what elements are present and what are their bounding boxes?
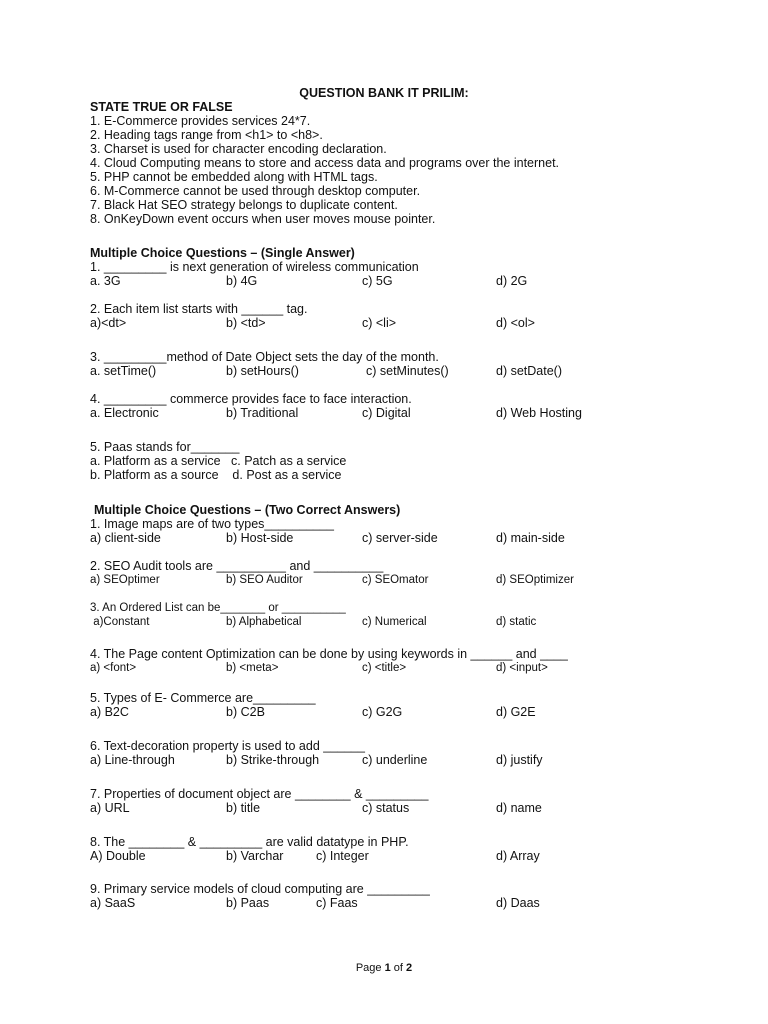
option-row [90, 615, 690, 629]
option-line: a. Platform as a service c. Patch as a service [90, 454, 347, 468]
option: d) Daas [496, 896, 540, 910]
option-row [90, 896, 690, 910]
question [90, 601, 690, 629]
option: A) Double [90, 849, 146, 863]
question-text: 3. _________method of Date Object sets the day of the month. [90, 350, 439, 364]
option: d) 2G [496, 274, 528, 288]
question-text: 5. Types of E- Commerce are_________ [90, 691, 316, 705]
option-row [90, 705, 690, 719]
question-text: 3. An Ordered List can be_______ or __________ [90, 602, 346, 614]
question-text: 1. Image maps are of two types__________ [90, 517, 334, 531]
question [90, 440, 690, 482]
option: c) 5G [362, 274, 393, 288]
option-row [90, 573, 690, 587]
question [90, 392, 690, 420]
option: b) Varchar [226, 849, 284, 863]
tf-item: 5. PHP cannot be embedded along with HTML tags. [90, 170, 378, 184]
section-heading: Multiple Choice Questions – (Single Answer) [90, 246, 355, 260]
question [90, 882, 690, 910]
option: a)Constant [90, 616, 150, 628]
option: d) G2E [496, 705, 536, 719]
question-text: 2. Each item list starts with ______ tag. [90, 302, 308, 316]
option: c) Digital [362, 406, 411, 420]
question [90, 559, 690, 587]
option: d) Array [496, 849, 540, 863]
option: d) Web Hosting [496, 406, 582, 420]
question [90, 739, 690, 767]
option: c) Integer [316, 849, 369, 863]
question [90, 787, 690, 815]
two-answer-heading [94, 503, 694, 517]
option: d) main-side [496, 531, 565, 545]
option: a) SaaS [90, 896, 136, 910]
question [90, 350, 690, 378]
option: a) Line-through [90, 753, 175, 767]
current-page-number: 1 [384, 962, 391, 974]
option: a) <font> [90, 662, 137, 674]
option: d) setDate() [496, 364, 562, 378]
option: b) Strike-through [226, 753, 320, 767]
option: d) justify [496, 753, 543, 767]
option: c) SEOmator [362, 574, 429, 586]
question-text: 6. Text-decoration property is used to add ______ [90, 739, 365, 753]
tf-item: 7. Black Hat SEO strategy belongs to duplicate content. [90, 198, 398, 212]
page-footer [0, 961, 768, 975]
option-row [90, 849, 690, 863]
option-row [90, 406, 690, 420]
option: a) B2C [90, 705, 129, 719]
section-heading: Multiple Choice Questions – (Two Correct Answers) [94, 503, 401, 517]
option: b) Paas [226, 896, 270, 910]
option: a)<dt> [90, 316, 127, 330]
option-row [90, 316, 690, 330]
tf-item: 3. Charset is used for character encoding declaration. [90, 142, 387, 156]
section-heading: STATE TRUE OR FALSE [90, 100, 233, 114]
question [90, 647, 690, 675]
question [90, 835, 690, 863]
option: a. 3G [90, 274, 121, 288]
tf-item: 6. M-Commerce cannot be used through desktop computer. [90, 184, 421, 198]
tf-item: 1. E-Commerce provides services 24*7. [90, 114, 311, 128]
question-text: 1. _________ is next generation of wireless communication [90, 260, 419, 274]
footer-prefix: Page [355, 962, 385, 974]
option: d) static [496, 616, 537, 628]
question [90, 260, 690, 288]
option: d) SEOptimizer [496, 574, 574, 586]
total-page-number: 2 [406, 962, 413, 974]
option: b) title [226, 801, 261, 815]
option: d) <ol> [496, 316, 535, 330]
option-row [90, 364, 690, 378]
option: c) <li> [362, 316, 397, 330]
question [90, 517, 690, 545]
option-row [90, 531, 690, 545]
option: a. setTime() [90, 364, 157, 378]
option: c) G2G [362, 705, 403, 719]
option: b) <td> [226, 316, 266, 330]
option: b) C2B [226, 705, 265, 719]
option: c) status [362, 801, 410, 815]
option: b) Alphabetical [226, 616, 302, 628]
option: c) server-side [362, 531, 438, 545]
tf-item: 4. Cloud Computing means to store and access data and programs over the internet. [90, 156, 560, 170]
question-text: 9. Primary service models of cloud computing are _________ [90, 882, 430, 896]
option: c) <title> [362, 662, 407, 674]
option: a) URL [90, 801, 130, 815]
question [90, 691, 690, 719]
option-line: b. Platform as a source d. Post as a service [90, 468, 342, 482]
option: a) SEOptimer [90, 574, 160, 586]
footer-mid: of [390, 962, 407, 974]
option: b) setHours() [226, 364, 299, 378]
question-text: 7. Properties of document object are ________ & _________ [90, 787, 429, 801]
page-title: QUESTION BANK IT PRILIM: [299, 86, 469, 100]
option: b) <meta> [226, 662, 279, 674]
question-text: 8. The ________ & _________ are valid datatype in PHP. [90, 835, 409, 849]
option: c) underline [362, 753, 428, 767]
tf-item: 8. OnKeyDown event occurs when user moves mouse pointer. [90, 212, 436, 226]
option: d) name [496, 801, 542, 815]
question-text: 4. _________ commerce provides face to face interaction. [90, 392, 412, 406]
option-row [90, 753, 690, 767]
option-row [90, 274, 690, 288]
option: c) Faas [316, 896, 358, 910]
option: c) Numerical [362, 616, 427, 628]
option: b) 4G [226, 274, 258, 288]
option: b) Host-side [226, 531, 294, 545]
option-row [90, 801, 690, 815]
question-text: 5. Paas stands for_______ [90, 440, 240, 454]
option: d) <input> [496, 662, 548, 674]
question-text: 4. The Page content Optimization can be done by using keywords in ______ and ____ [90, 647, 568, 661]
option: b) Traditional [226, 406, 299, 420]
option: b) SEO Auditor [226, 574, 303, 586]
true-false-section [90, 100, 690, 226]
tf-item: 2. Heading tags range from <h1> to <h8>. [90, 128, 323, 142]
question-text: 2. SEO Audit tools are __________ and __________ [90, 559, 384, 573]
option: c) setMinutes() [366, 364, 449, 378]
option: a. Electronic [90, 406, 159, 420]
question [90, 302, 690, 330]
single-answer-heading [90, 246, 690, 260]
option: a) client-side [90, 531, 161, 545]
option-row [90, 661, 690, 675]
